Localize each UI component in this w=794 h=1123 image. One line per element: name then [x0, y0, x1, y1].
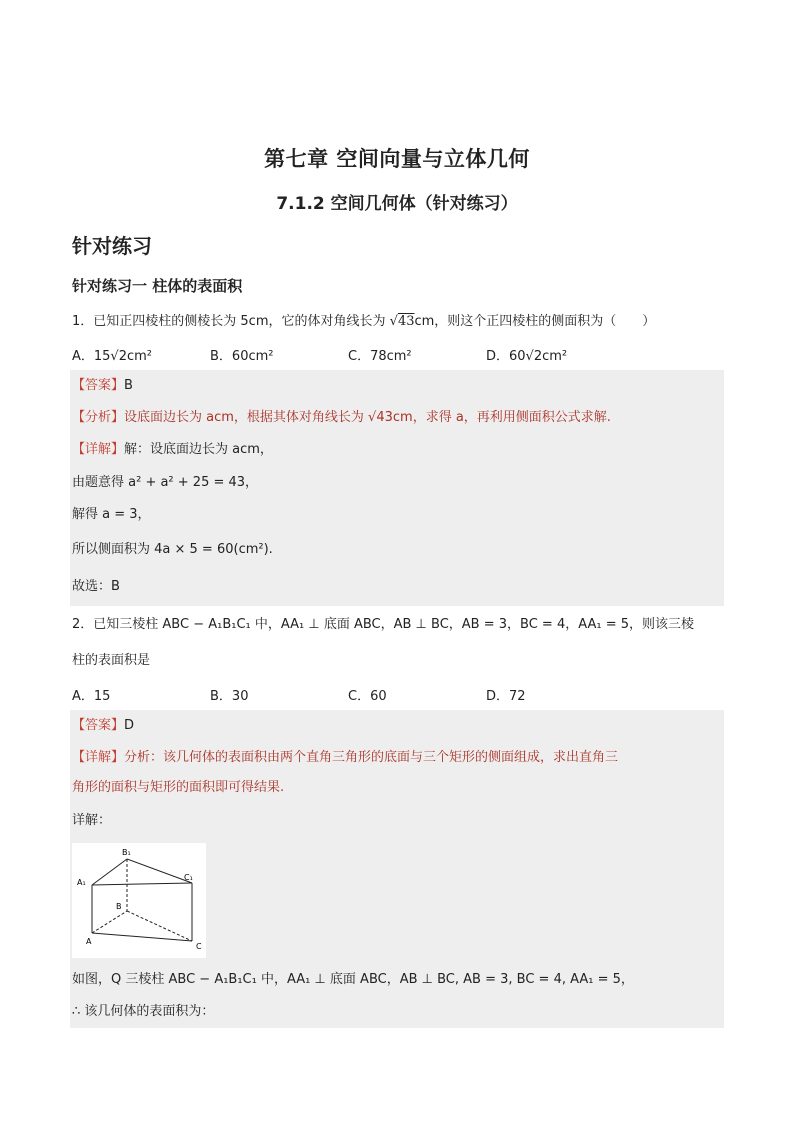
q2-detail-label: 详解： [72, 813, 112, 828]
q1-option-c: C．78cm² [348, 349, 412, 364]
q1-option-b: B．60cm² [210, 349, 274, 364]
q2-detail-line2: 角形的面积与矩形的面积即可得结果. [72, 780, 285, 795]
q2-option-c: C．60 [348, 689, 387, 704]
q2-explain-line: 如图，Q 三棱柱 ABC − A₁B₁C₁ 中，AA₁ ⊥ 底面 ABC，AB ⊥ BC, AB = 3, BC = 4, AA₁ = 5， [72, 972, 634, 987]
q1-analysis-text: 设底面边长为 acm，根据其体对角线长为 √43cm，求得 a，再利用侧面积公式求解. [124, 410, 611, 425]
sqrt-symbol: √43 [389, 314, 415, 329]
detail-tag: 【详解】 [72, 442, 125, 457]
lesson-title: 7.1.2 空间几何体（针对练习） [276, 194, 518, 214]
q1-answer [72, 377, 133, 395]
q1-stem-part-b: cm，则这个正四棱柱的侧面积为（ ） [414, 314, 656, 329]
edge-a1c1 [92, 883, 192, 885]
answer-tag: 【答案】 [72, 378, 125, 393]
label-c1: C₁ [184, 873, 193, 882]
q2-option-b: B．30 [210, 689, 249, 704]
label-b1: B₁ [122, 848, 131, 857]
q1-option-d: D．60√2cm² [486, 349, 568, 364]
q2-answer-value: D [124, 718, 135, 733]
q1-conclusion: 故选：B [72, 579, 120, 594]
label-c: C [196, 942, 202, 951]
q1-stem-part-a: 1．已知正四棱柱的侧棱长为 5cm，它的体对角线长为 [72, 314, 386, 329]
q2-option-d: D．72 [486, 689, 526, 704]
label-b: B [116, 902, 122, 911]
edge-a1b1 [92, 859, 127, 885]
q2-answer [72, 717, 134, 735]
analysis-tag: 【分析】 [72, 410, 125, 425]
label-a1: A₁ [77, 878, 86, 887]
q2-stem-line1: 2．已知三棱柱 ABC − A₁B₁C₁ 中，AA₁ ⊥ 底面 ABC，AB ⊥ BC，AB = 3，BC = 4，AA₁ = 5，则该三棱 [72, 617, 695, 632]
section-title: 针对练习 [72, 234, 152, 258]
q1-stem [72, 313, 655, 331]
q1-step-3: 所以侧面积为 4a × 5 = 60(cm²). [72, 542, 273, 557]
q1-answer-value: B [124, 378, 133, 393]
detail-tag: 【详解】 [72, 750, 125, 765]
q1-step-2: 解得 a = 3， [72, 507, 151, 522]
q2-therefore-line: ∴ 该几何体的表面积为： [72, 1004, 215, 1019]
q2-detail-text: 分析：该几何体的表面积由两个直角三角形的底面与三个矩形的侧面组成，求出直角三 [124, 750, 619, 765]
q2-detail-line1 [72, 749, 618, 767]
q2-option-a: A．15 [72, 689, 111, 704]
q1-step-1: 由题意得 a² + a² + 25 = 43， [72, 475, 259, 490]
chapter-title: 第七章 空间向量与立体几何 [264, 147, 530, 171]
q1-detail [72, 441, 273, 459]
q1-options [72, 345, 712, 363]
prism-diagram [72, 843, 206, 958]
label-a: A [86, 937, 92, 946]
q1-option-a: A．15√2cm² [72, 349, 153, 364]
q1-analysis [72, 409, 611, 427]
edge-ab-hidden [92, 911, 127, 933]
q2-options [72, 685, 712, 703]
edge-b1c1 [127, 859, 192, 883]
q2-stem-line2: 柱的表面积是 [72, 653, 151, 668]
q1-detail-text: 解：设底面边长为 acm， [124, 442, 273, 457]
part-title: 针对练习一 柱体的表面积 [72, 277, 243, 295]
answer-tag: 【答案】 [72, 718, 125, 733]
prism-figure [72, 843, 206, 958]
q1-stem-sqrt: 43 [397, 314, 415, 329]
